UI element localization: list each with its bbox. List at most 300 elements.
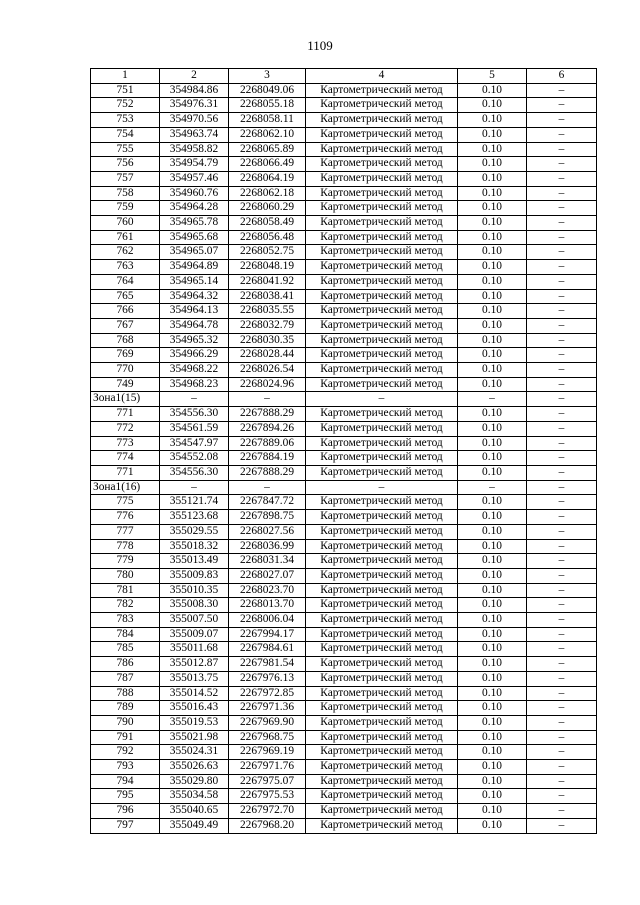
zone-label-cell: Зона1(15)	[91, 392, 160, 407]
accuracy-cell: 0.10	[458, 216, 527, 231]
x-coordinate-cell: 354965.14	[160, 274, 229, 289]
table-row	[91, 789, 597, 804]
method-cell: Картометрический метод	[306, 760, 458, 775]
note-cell: –	[527, 657, 597, 672]
table-row	[91, 377, 597, 392]
note-cell: –	[527, 274, 597, 289]
zone-header-row	[91, 392, 597, 407]
method-cell: Картометрический метод	[306, 671, 458, 686]
x-coordinate-cell: 355049.49	[160, 818, 229, 833]
note-cell: –	[527, 524, 597, 539]
y-coordinate-cell: 2267975.07	[229, 774, 306, 789]
point-number-cell: 771	[91, 407, 160, 422]
y-coordinate-cell: 2268049.06	[229, 83, 306, 98]
accuracy-cell: 0.10	[458, 745, 527, 760]
note-cell: –	[527, 142, 597, 157]
accuracy-cell: 0.10	[458, 201, 527, 216]
note-cell: –	[527, 686, 597, 701]
y-coordinate-cell: 2267969.90	[229, 715, 306, 730]
x-coordinate-cell: 355013.75	[160, 671, 229, 686]
x-coordinate-cell: 355009.07	[160, 627, 229, 642]
method-cell: Картометрический метод	[306, 171, 458, 186]
method-cell: Картометрический метод	[306, 245, 458, 260]
x-coordinate-cell: 355029.55	[160, 524, 229, 539]
x-coordinate-cell: 355009.83	[160, 568, 229, 583]
table-row	[91, 568, 597, 583]
y-coordinate-cell: 2268031.34	[229, 554, 306, 569]
x-coordinate-cell: 355040.65	[160, 804, 229, 819]
table-row	[91, 524, 597, 539]
note-cell: –	[527, 392, 597, 407]
accuracy-cell: 0.10	[458, 289, 527, 304]
y-coordinate-cell: 2268032.79	[229, 318, 306, 333]
point-number-cell: 788	[91, 686, 160, 701]
accuracy-cell: 0.10	[458, 495, 527, 510]
point-number-cell: 785	[91, 642, 160, 657]
accuracy-cell: 0.10	[458, 730, 527, 745]
y-coordinate-cell: –	[229, 392, 306, 407]
method-cell: –	[306, 480, 458, 495]
point-number-cell: 762	[91, 245, 160, 260]
x-coordinate-cell: 355013.49	[160, 554, 229, 569]
note-cell: –	[527, 671, 597, 686]
page-number: 1109	[307, 38, 333, 53]
note-cell: –	[527, 804, 597, 819]
note-cell: –	[527, 289, 597, 304]
y-coordinate-cell: 2267847.72	[229, 495, 306, 510]
note-cell: –	[527, 465, 597, 480]
table-row	[91, 613, 597, 628]
y-coordinate-cell: 2268048.19	[229, 260, 306, 275]
x-coordinate-cell: 354556.30	[160, 465, 229, 480]
point-number-cell: 769	[91, 348, 160, 363]
note-cell: –	[527, 642, 597, 657]
x-coordinate-cell: 354965.32	[160, 333, 229, 348]
method-cell: Картометрический метод	[306, 363, 458, 378]
note-cell: –	[527, 98, 597, 113]
point-number-cell: 781	[91, 583, 160, 598]
accuracy-cell: 0.10	[458, 348, 527, 363]
method-cell: Картометрический метод	[306, 127, 458, 142]
table-row	[91, 363, 597, 378]
header-cell: 1	[91, 69, 160, 84]
accuracy-cell: 0.10	[458, 157, 527, 172]
note-cell: –	[527, 510, 597, 525]
accuracy-cell: 0.10	[458, 642, 527, 657]
y-coordinate-cell: 2268052.75	[229, 245, 306, 260]
point-number-cell: 763	[91, 260, 160, 275]
method-cell: Картометрический метод	[306, 524, 458, 539]
method-cell: Картометрический метод	[306, 804, 458, 819]
point-number-cell: 790	[91, 715, 160, 730]
point-number-cell: 797	[91, 818, 160, 833]
point-number-cell: 782	[91, 598, 160, 613]
table-row	[91, 804, 597, 819]
y-coordinate-cell: 2267968.20	[229, 818, 306, 833]
x-coordinate-cell: 354965.68	[160, 230, 229, 245]
method-cell: Картометрический метод	[306, 583, 458, 598]
table-row	[91, 730, 597, 745]
note-cell: –	[527, 554, 597, 569]
note-cell: –	[527, 627, 597, 642]
point-number-cell: 757	[91, 171, 160, 186]
y-coordinate-cell: 2268023.70	[229, 583, 306, 598]
accuracy-cell: 0.10	[458, 465, 527, 480]
y-coordinate-cell: 2267888.29	[229, 465, 306, 480]
point-number-cell: 780	[91, 568, 160, 583]
method-cell: Картометрический метод	[306, 642, 458, 657]
table-row	[91, 760, 597, 775]
method-cell: Картометрический метод	[306, 201, 458, 216]
note-cell: –	[527, 774, 597, 789]
method-cell: Картометрический метод	[306, 318, 458, 333]
method-cell: Картометрический метод	[306, 157, 458, 172]
header-cell: 2	[160, 69, 229, 84]
table-row	[91, 554, 597, 569]
note-cell: –	[527, 363, 597, 378]
x-coordinate-cell: 355011.68	[160, 642, 229, 657]
accuracy-cell: 0.10	[458, 715, 527, 730]
x-coordinate-cell: 355010.35	[160, 583, 229, 598]
note-cell: –	[527, 201, 597, 216]
point-number-cell: 768	[91, 333, 160, 348]
accuracy-cell: 0.10	[458, 363, 527, 378]
table-row	[91, 127, 597, 142]
table-row	[91, 333, 597, 348]
y-coordinate-cell: 2267969.19	[229, 745, 306, 760]
x-coordinate-cell: –	[160, 480, 229, 495]
point-number-cell: 766	[91, 304, 160, 319]
method-cell: Картометрический метод	[306, 113, 458, 128]
accuracy-cell: 0.10	[458, 230, 527, 245]
method-cell: Картометрический метод	[306, 216, 458, 231]
method-cell: Картометрический метод	[306, 451, 458, 466]
x-coordinate-cell: 355029.80	[160, 774, 229, 789]
x-coordinate-cell: 355019.53	[160, 715, 229, 730]
table-row	[91, 113, 597, 128]
point-number-cell: 772	[91, 421, 160, 436]
y-coordinate-cell: 2267975.53	[229, 789, 306, 804]
x-coordinate-cell: 354984.86	[160, 83, 229, 98]
accuracy-cell: 0.10	[458, 774, 527, 789]
accuracy-cell: 0.10	[458, 554, 527, 569]
method-cell: Картометрический метод	[306, 701, 458, 716]
accuracy-cell: –	[458, 392, 527, 407]
y-coordinate-cell: 2268027.56	[229, 524, 306, 539]
y-coordinate-cell: 2267884.19	[229, 451, 306, 466]
method-cell: Картометрический метод	[306, 186, 458, 201]
x-coordinate-cell: 355014.52	[160, 686, 229, 701]
y-coordinate-cell: 2268026.54	[229, 363, 306, 378]
accuracy-cell: 0.10	[458, 671, 527, 686]
point-number-cell: 771	[91, 465, 160, 480]
method-cell: Картометрический метод	[306, 465, 458, 480]
note-cell: –	[527, 818, 597, 833]
point-number-cell: 774	[91, 451, 160, 466]
y-coordinate-cell: 2268030.35	[229, 333, 306, 348]
table-row	[91, 230, 597, 245]
point-number-cell: 773	[91, 436, 160, 451]
y-coordinate-cell: –	[229, 480, 306, 495]
method-cell: Картометрический метод	[306, 377, 458, 392]
method-cell: Картометрический метод	[306, 657, 458, 672]
x-coordinate-cell: 355007.50	[160, 613, 229, 628]
table-row	[91, 510, 597, 525]
accuracy-cell: 0.10	[458, 436, 527, 451]
method-cell: Картометрический метод	[306, 142, 458, 157]
note-cell: –	[527, 730, 597, 745]
table-row	[91, 583, 597, 598]
table-row	[91, 642, 597, 657]
note-cell: –	[527, 789, 597, 804]
method-cell: Картометрический метод	[306, 686, 458, 701]
table-row	[91, 171, 597, 186]
x-coordinate-cell: 355018.32	[160, 539, 229, 554]
x-coordinate-cell: 354547.97	[160, 436, 229, 451]
accuracy-cell: 0.10	[458, 627, 527, 642]
table-row	[91, 142, 597, 157]
note-cell: –	[527, 760, 597, 775]
point-number-cell: 777	[91, 524, 160, 539]
x-coordinate-cell: 355016.43	[160, 701, 229, 716]
table-row	[91, 260, 597, 275]
point-number-cell: 792	[91, 745, 160, 760]
note-cell: –	[527, 127, 597, 142]
accuracy-cell: 0.10	[458, 451, 527, 466]
accuracy-cell: 0.10	[458, 524, 527, 539]
point-number-cell: 755	[91, 142, 160, 157]
point-number-cell: 767	[91, 318, 160, 333]
point-number-cell: 776	[91, 510, 160, 525]
table-row	[91, 451, 597, 466]
x-coordinate-cell: 354954.79	[160, 157, 229, 172]
x-coordinate-cell: 355024.31	[160, 745, 229, 760]
point-number-cell: 786	[91, 657, 160, 672]
accuracy-cell: 0.10	[458, 186, 527, 201]
method-cell: Картометрический метод	[306, 715, 458, 730]
accuracy-cell: 0.10	[458, 171, 527, 186]
accuracy-cell: 0.10	[458, 539, 527, 554]
method-cell: Картометрический метод	[306, 495, 458, 510]
x-coordinate-cell: 354561.59	[160, 421, 229, 436]
accuracy-cell: 0.10	[458, 318, 527, 333]
y-coordinate-cell: 2268041.92	[229, 274, 306, 289]
table-row	[91, 598, 597, 613]
table-row	[91, 274, 597, 289]
table-row	[91, 671, 597, 686]
table-row	[91, 436, 597, 451]
x-coordinate-cell: 355021.98	[160, 730, 229, 745]
point-number-cell: 753	[91, 113, 160, 128]
method-cell: Картометрический метод	[306, 627, 458, 642]
method-cell: –	[306, 392, 458, 407]
point-number-cell: 778	[91, 539, 160, 554]
note-cell: –	[527, 157, 597, 172]
point-number-cell: 754	[91, 127, 160, 142]
table-row	[91, 407, 597, 422]
y-coordinate-cell: 2267994.17	[229, 627, 306, 642]
x-coordinate-cell: 354963.74	[160, 127, 229, 142]
point-number-cell: 789	[91, 701, 160, 716]
accuracy-cell: 0.10	[458, 701, 527, 716]
method-cell: Картометрический метод	[306, 774, 458, 789]
x-coordinate-cell: 354960.76	[160, 186, 229, 201]
note-cell: –	[527, 701, 597, 716]
x-coordinate-cell: 354964.28	[160, 201, 229, 216]
y-coordinate-cell: 2267971.76	[229, 760, 306, 775]
point-number-cell: 796	[91, 804, 160, 819]
method-cell: Картометрический метод	[306, 436, 458, 451]
note-cell: –	[527, 539, 597, 554]
table-row	[91, 627, 597, 642]
table-row	[91, 539, 597, 554]
point-number-cell: 760	[91, 216, 160, 231]
x-coordinate-cell: 354966.29	[160, 348, 229, 363]
accuracy-cell: 0.10	[458, 789, 527, 804]
method-cell: Картометрический метод	[306, 789, 458, 804]
x-coordinate-cell: 354976.31	[160, 98, 229, 113]
y-coordinate-cell: 2267894.26	[229, 421, 306, 436]
x-coordinate-cell: 355008.30	[160, 598, 229, 613]
method-cell: Картометрический метод	[306, 333, 458, 348]
method-cell: Картометрический метод	[306, 304, 458, 319]
x-coordinate-cell: 355121.74	[160, 495, 229, 510]
accuracy-cell: 0.10	[458, 568, 527, 583]
table-row	[91, 818, 597, 833]
accuracy-cell: 0.10	[458, 113, 527, 128]
accuracy-cell: 0.10	[458, 377, 527, 392]
accuracy-cell: 0.10	[458, 818, 527, 833]
accuracy-cell: 0.10	[458, 598, 527, 613]
accuracy-cell: 0.10	[458, 421, 527, 436]
point-number-cell: 759	[91, 201, 160, 216]
x-coordinate-cell: 355026.63	[160, 760, 229, 775]
note-cell: –	[527, 216, 597, 231]
x-coordinate-cell: 355034.58	[160, 789, 229, 804]
x-coordinate-cell: 354964.78	[160, 318, 229, 333]
point-number-cell: 751	[91, 83, 160, 98]
table-row	[91, 318, 597, 333]
note-cell: –	[527, 451, 597, 466]
y-coordinate-cell: 2268064.19	[229, 171, 306, 186]
y-coordinate-cell: 2267971.36	[229, 701, 306, 716]
y-coordinate-cell: 2268062.10	[229, 127, 306, 142]
x-coordinate-cell: 354968.23	[160, 377, 229, 392]
note-cell: –	[527, 568, 597, 583]
accuracy-cell: 0.10	[458, 407, 527, 422]
accuracy-cell: 0.10	[458, 333, 527, 348]
note-cell: –	[527, 318, 597, 333]
note-cell: –	[527, 480, 597, 495]
y-coordinate-cell: 2268038.41	[229, 289, 306, 304]
method-cell: Картометрический метод	[306, 83, 458, 98]
coordinates-table	[90, 68, 597, 834]
point-number-cell: 761	[91, 230, 160, 245]
accuracy-cell: 0.10	[458, 83, 527, 98]
note-cell: –	[527, 230, 597, 245]
method-cell: Картометрический метод	[306, 568, 458, 583]
table-header-row	[91, 69, 597, 84]
point-number-cell: 795	[91, 789, 160, 804]
y-coordinate-cell: 2268058.11	[229, 113, 306, 128]
x-coordinate-cell: 354957.46	[160, 171, 229, 186]
y-coordinate-cell: 2268028.44	[229, 348, 306, 363]
y-coordinate-cell: 2267889.06	[229, 436, 306, 451]
y-coordinate-cell: 2268066.49	[229, 157, 306, 172]
method-cell: Картометрический метод	[306, 539, 458, 554]
note-cell: –	[527, 348, 597, 363]
table-row	[91, 245, 597, 260]
table-row	[91, 157, 597, 172]
y-coordinate-cell: 2268024.96	[229, 377, 306, 392]
x-coordinate-cell: 355123.68	[160, 510, 229, 525]
y-coordinate-cell: 2267976.13	[229, 671, 306, 686]
table-row	[91, 701, 597, 716]
x-coordinate-cell: 354965.07	[160, 245, 229, 260]
accuracy-cell: –	[458, 480, 527, 495]
table-row	[91, 495, 597, 510]
point-number-cell: 779	[91, 554, 160, 569]
point-number-cell: 775	[91, 495, 160, 510]
point-number-cell: 793	[91, 760, 160, 775]
y-coordinate-cell: 2267972.70	[229, 804, 306, 819]
x-coordinate-cell: 354958.82	[160, 142, 229, 157]
note-cell: –	[527, 583, 597, 598]
zone-header-row	[91, 480, 597, 495]
header-cell: 4	[306, 69, 458, 84]
x-coordinate-cell: 354964.13	[160, 304, 229, 319]
note-cell: –	[527, 715, 597, 730]
y-coordinate-cell: 2268035.55	[229, 304, 306, 319]
accuracy-cell: 0.10	[458, 760, 527, 775]
note-cell: –	[527, 598, 597, 613]
table-row	[91, 201, 597, 216]
table-row	[91, 774, 597, 789]
method-cell: Картометрический метод	[306, 260, 458, 275]
y-coordinate-cell: 2268027.07	[229, 568, 306, 583]
point-number-cell: 765	[91, 289, 160, 304]
point-number-cell: 791	[91, 730, 160, 745]
table-row	[91, 98, 597, 113]
y-coordinate-cell: 2268060.29	[229, 201, 306, 216]
note-cell: –	[527, 171, 597, 186]
point-number-cell: 783	[91, 613, 160, 628]
header-cell: 5	[458, 69, 527, 84]
method-cell: Картометрический метод	[306, 274, 458, 289]
accuracy-cell: 0.10	[458, 142, 527, 157]
note-cell: –	[527, 377, 597, 392]
note-cell: –	[527, 613, 597, 628]
table-row	[91, 657, 597, 672]
accuracy-cell: 0.10	[458, 613, 527, 628]
note-cell: –	[527, 745, 597, 760]
header-cell: 6	[527, 69, 597, 84]
accuracy-cell: 0.10	[458, 583, 527, 598]
zone-label-cell: Зона1(16)	[91, 480, 160, 495]
y-coordinate-cell: 2268058.49	[229, 216, 306, 231]
accuracy-cell: 0.10	[458, 804, 527, 819]
note-cell: –	[527, 304, 597, 319]
method-cell: Картометрический метод	[306, 598, 458, 613]
method-cell: Картометрический метод	[306, 421, 458, 436]
accuracy-cell: 0.10	[458, 260, 527, 275]
note-cell: –	[527, 333, 597, 348]
method-cell: Картометрический метод	[306, 730, 458, 745]
method-cell: Картометрический метод	[306, 230, 458, 245]
note-cell: –	[527, 83, 597, 98]
y-coordinate-cell: 2267981.54	[229, 657, 306, 672]
point-number-cell: 764	[91, 274, 160, 289]
